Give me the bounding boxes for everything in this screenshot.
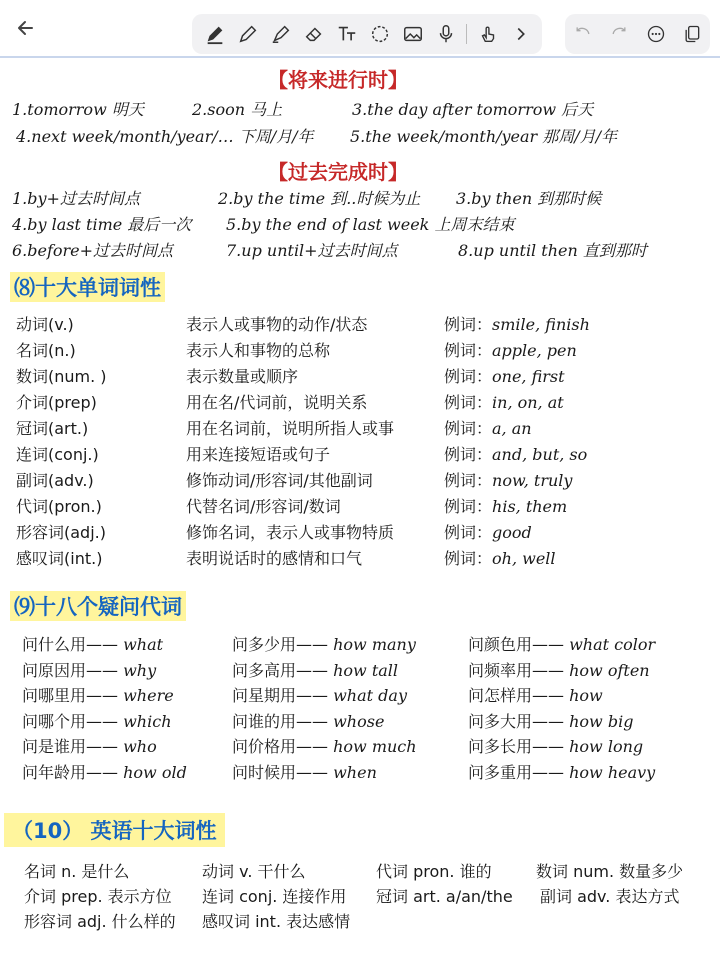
question-word-item: [22, 709, 172, 732]
example-words: apple, pen: [492, 341, 577, 360]
pos-row: [16, 312, 716, 338]
question-word-zh: 问什么用——: [22, 635, 119, 654]
example-label: 例词：: [444, 549, 493, 568]
question-word-item: [468, 760, 655, 783]
summary-item: 代词 pron. 谁的: [376, 862, 492, 881]
example-words: in, on, at: [492, 393, 564, 412]
pos-name: 连词(conj.): [16, 445, 99, 464]
pos-row: [16, 546, 716, 572]
pos-example: [444, 312, 590, 335]
text-icon[interactable]: [330, 19, 363, 49]
question-word-zh: 问价格用——: [232, 737, 329, 756]
arrow-left-icon[interactable]: [14, 18, 38, 42]
pos-example: [444, 338, 577, 361]
mic-icon[interactable]: [429, 19, 462, 49]
example-words: oh, well: [492, 549, 556, 568]
question-word-item: [232, 658, 398, 681]
question-word-en: how often: [569, 661, 650, 680]
example-words: and, but, so: [492, 445, 588, 464]
example-label: 例词：: [444, 471, 493, 490]
summary-item: 副词 adv. 表达方式: [540, 887, 680, 906]
question-word-item: [22, 760, 187, 783]
pos-example: [444, 468, 572, 491]
question-word-zh: 问原因用——: [22, 661, 119, 680]
question-word-item: [232, 632, 416, 655]
future-progressive-title: 【将来进行时】: [268, 68, 408, 92]
section9-title: ⑼十八个疑问代词: [10, 591, 186, 621]
pos-row: [16, 442, 716, 468]
pos-name: 动词(v.): [16, 315, 74, 334]
question-word-item: [22, 632, 163, 655]
pos-description: 用来连接短语或句子: [186, 445, 331, 464]
question-word-en: how many: [333, 635, 416, 654]
question-word-en: what day: [333, 686, 407, 705]
question-word-zh: 问多大用——: [468, 712, 565, 731]
pos-example: [444, 364, 565, 387]
question-word-item: [22, 683, 174, 706]
pos-description: 表示人或事物的动作/状态: [186, 315, 368, 334]
question-word-zh: 问颜色用——: [468, 635, 565, 654]
pos-description: 代替名词/形容词/数词: [186, 497, 341, 516]
eraser-icon[interactable]: [297, 19, 330, 49]
summary-item: 感叹词 int. 表达感情: [202, 912, 351, 931]
pos-row: [16, 390, 716, 416]
pos-row: [16, 338, 716, 364]
example-label: 例词：: [444, 315, 493, 334]
future-line-5: 5.the week/month/year 那周/月/年: [350, 127, 618, 146]
example-words: now, truly: [492, 471, 573, 490]
pos-row: [16, 364, 716, 390]
example-words: a, an: [492, 419, 532, 438]
pencil-icon[interactable]: [231, 19, 264, 49]
summary-item: 动词 v. 干什么: [202, 862, 306, 881]
question-word-zh: 问时候用——: [232, 763, 329, 782]
touch-icon[interactable]: [471, 19, 504, 49]
pos-example: [444, 546, 556, 569]
question-word-zh: 问多长用——: [468, 737, 565, 756]
example-label: 例词：: [444, 393, 493, 412]
toolbar: [0, 0, 720, 58]
example-words: smile, finish: [492, 315, 590, 334]
question-word-en: what color: [569, 635, 656, 654]
question-word-zh: 问多高用——: [232, 661, 329, 680]
question-word-en: how: [569, 686, 603, 705]
tool-group: [192, 14, 542, 54]
past-line-6: 6.before+过去时间点: [12, 241, 174, 260]
question-word-en: how much: [333, 737, 417, 756]
question-word-en: how heavy: [569, 763, 656, 782]
question-word-item: [468, 734, 643, 757]
past-line-7: 7.up until+过去时间点: [226, 241, 398, 260]
past-line-2: 2.by the time 到..时候为止: [218, 189, 421, 208]
example-label: 例词：: [444, 341, 493, 360]
question-word-zh: 问谁的用——: [232, 712, 329, 731]
pos-row: [16, 494, 716, 520]
question-word-item: [468, 709, 633, 732]
pos-description: 用在名词前，说明所指人或事: [186, 419, 395, 438]
question-word-zh: 问年龄用——: [22, 763, 119, 782]
pos-description: 修饰动词/形容词/其他副词: [186, 471, 373, 490]
pos-example: [444, 520, 532, 543]
pos-name: 代词(pron.): [16, 497, 102, 516]
question-word-zh: 问多重用——: [468, 763, 565, 782]
toolbar-divider: [466, 24, 467, 44]
summary-item: 介词 prep. 表示方位: [24, 887, 172, 906]
pos-example: [444, 442, 587, 465]
lasso-icon[interactable]: [363, 19, 396, 49]
question-word-en: when: [333, 763, 377, 782]
chevron-right-icon[interactable]: [504, 19, 537, 49]
question-word-en: whose: [333, 712, 385, 731]
question-word-item: [22, 734, 157, 757]
section8-title: ⑻十大单词词性: [10, 272, 165, 302]
pos-example: [444, 416, 532, 439]
example-words: good: [492, 523, 532, 542]
question-word-en: how long: [569, 737, 644, 756]
pos-description: 表示数量或顺序: [186, 367, 299, 386]
summary-item: 数词 num. 数量多少: [536, 862, 684, 881]
pos-example: [444, 494, 567, 517]
question-word-en: how big: [569, 712, 634, 731]
question-word-en: how tall: [333, 661, 399, 680]
pos-name: 介词(prep): [16, 393, 97, 412]
example-label: 例词：: [444, 523, 493, 542]
history-group: [565, 14, 710, 54]
past-line-8: 8.up until then 直到那时: [458, 241, 647, 260]
pos-example: [444, 390, 564, 413]
summary-item: 连词 conj. 连接作用: [202, 887, 347, 906]
summary-item: 名词 n. 是什么: [24, 862, 130, 881]
example-label: 例词：: [444, 445, 493, 464]
image-icon[interactable]: [396, 19, 429, 49]
question-word-zh: 问哪个用——: [22, 712, 119, 731]
example-words: one, first: [492, 367, 565, 386]
future-line-2: 2.soon 马上: [192, 100, 283, 119]
question-word-zh: 问星期用——: [232, 686, 329, 705]
question-word-zh: 问是谁用——: [22, 737, 119, 756]
pos-description: 表示人和事物的总称: [186, 341, 331, 360]
pages-icon[interactable]: [675, 19, 708, 49]
pos-name: 冠词(art.): [16, 419, 89, 438]
section10-title: （10） 英语十大词性: [4, 813, 225, 847]
more-icon[interactable]: [639, 19, 672, 49]
example-label: 例词：: [444, 497, 493, 516]
pos-row: [16, 468, 716, 494]
past-line-1: 1.by+过去时间点: [12, 189, 140, 208]
pos-name: 形容词(adj.): [16, 523, 106, 542]
undo-icon[interactable]: [567, 19, 600, 49]
question-word-zh: 问多少用——: [232, 635, 329, 654]
past-line-5: 5.by the end of last week 上周末结束: [226, 215, 515, 234]
summary-item: 形容词 adj. 什么样的: [24, 912, 176, 931]
example-words: his, them: [492, 497, 568, 516]
pos-name: 副词(adv.): [16, 471, 94, 490]
question-word-en: who: [123, 737, 157, 756]
question-word-item: [232, 709, 384, 732]
question-word-en: what: [123, 635, 164, 654]
question-word-item: [22, 658, 156, 681]
past-line-3: 3.by then 到那时候: [456, 189, 602, 208]
question-word-en: where: [123, 686, 174, 705]
example-label: 例词：: [444, 367, 493, 386]
question-word-item: [232, 734, 417, 757]
pos-name: 名词(n.): [16, 341, 76, 360]
question-word-zh: 问怎样用——: [468, 686, 565, 705]
question-word-item: [232, 760, 377, 783]
question-word-item: [468, 658, 650, 681]
question-word-item: [232, 683, 407, 706]
past-perfect-title: 【过去完成时】: [268, 160, 408, 184]
example-label: 例词：: [444, 419, 493, 438]
question-word-zh: 问哪里用——: [22, 686, 119, 705]
pos-description: 修饰名词，表示人或事物特质: [186, 523, 395, 542]
redo-icon[interactable]: [603, 19, 636, 49]
pos-name: 感叹词(int.): [16, 549, 103, 568]
highlighter-icon[interactable]: [264, 19, 297, 49]
past-line-4: 4.by last time 最后一次: [12, 215, 192, 234]
future-line-3: 3.the day after tomorrow 后天: [352, 100, 594, 119]
pos-row: [16, 416, 716, 442]
future-line-4: 4.next week/month/year/… 下周/月/年: [16, 127, 314, 146]
question-word-zh: 问频率用——: [468, 661, 565, 680]
pos-description: 用在名/代词前，说明关系: [186, 393, 368, 412]
pos-row: [16, 520, 716, 546]
question-word-item: [468, 632, 655, 655]
question-word-item: [468, 683, 603, 706]
summary-item: 冠词 art. a/an/the: [376, 887, 513, 906]
question-word-en: which: [123, 712, 172, 731]
future-line-1: 1.tomorrow 明天: [12, 100, 144, 119]
question-word-en: why: [123, 661, 157, 680]
pos-description: 表明说话时的感情和口气: [186, 549, 363, 568]
pen-icon[interactable]: [198, 19, 231, 49]
pos-name: 数词(num. ): [16, 367, 107, 386]
question-word-en: how old: [123, 763, 187, 782]
